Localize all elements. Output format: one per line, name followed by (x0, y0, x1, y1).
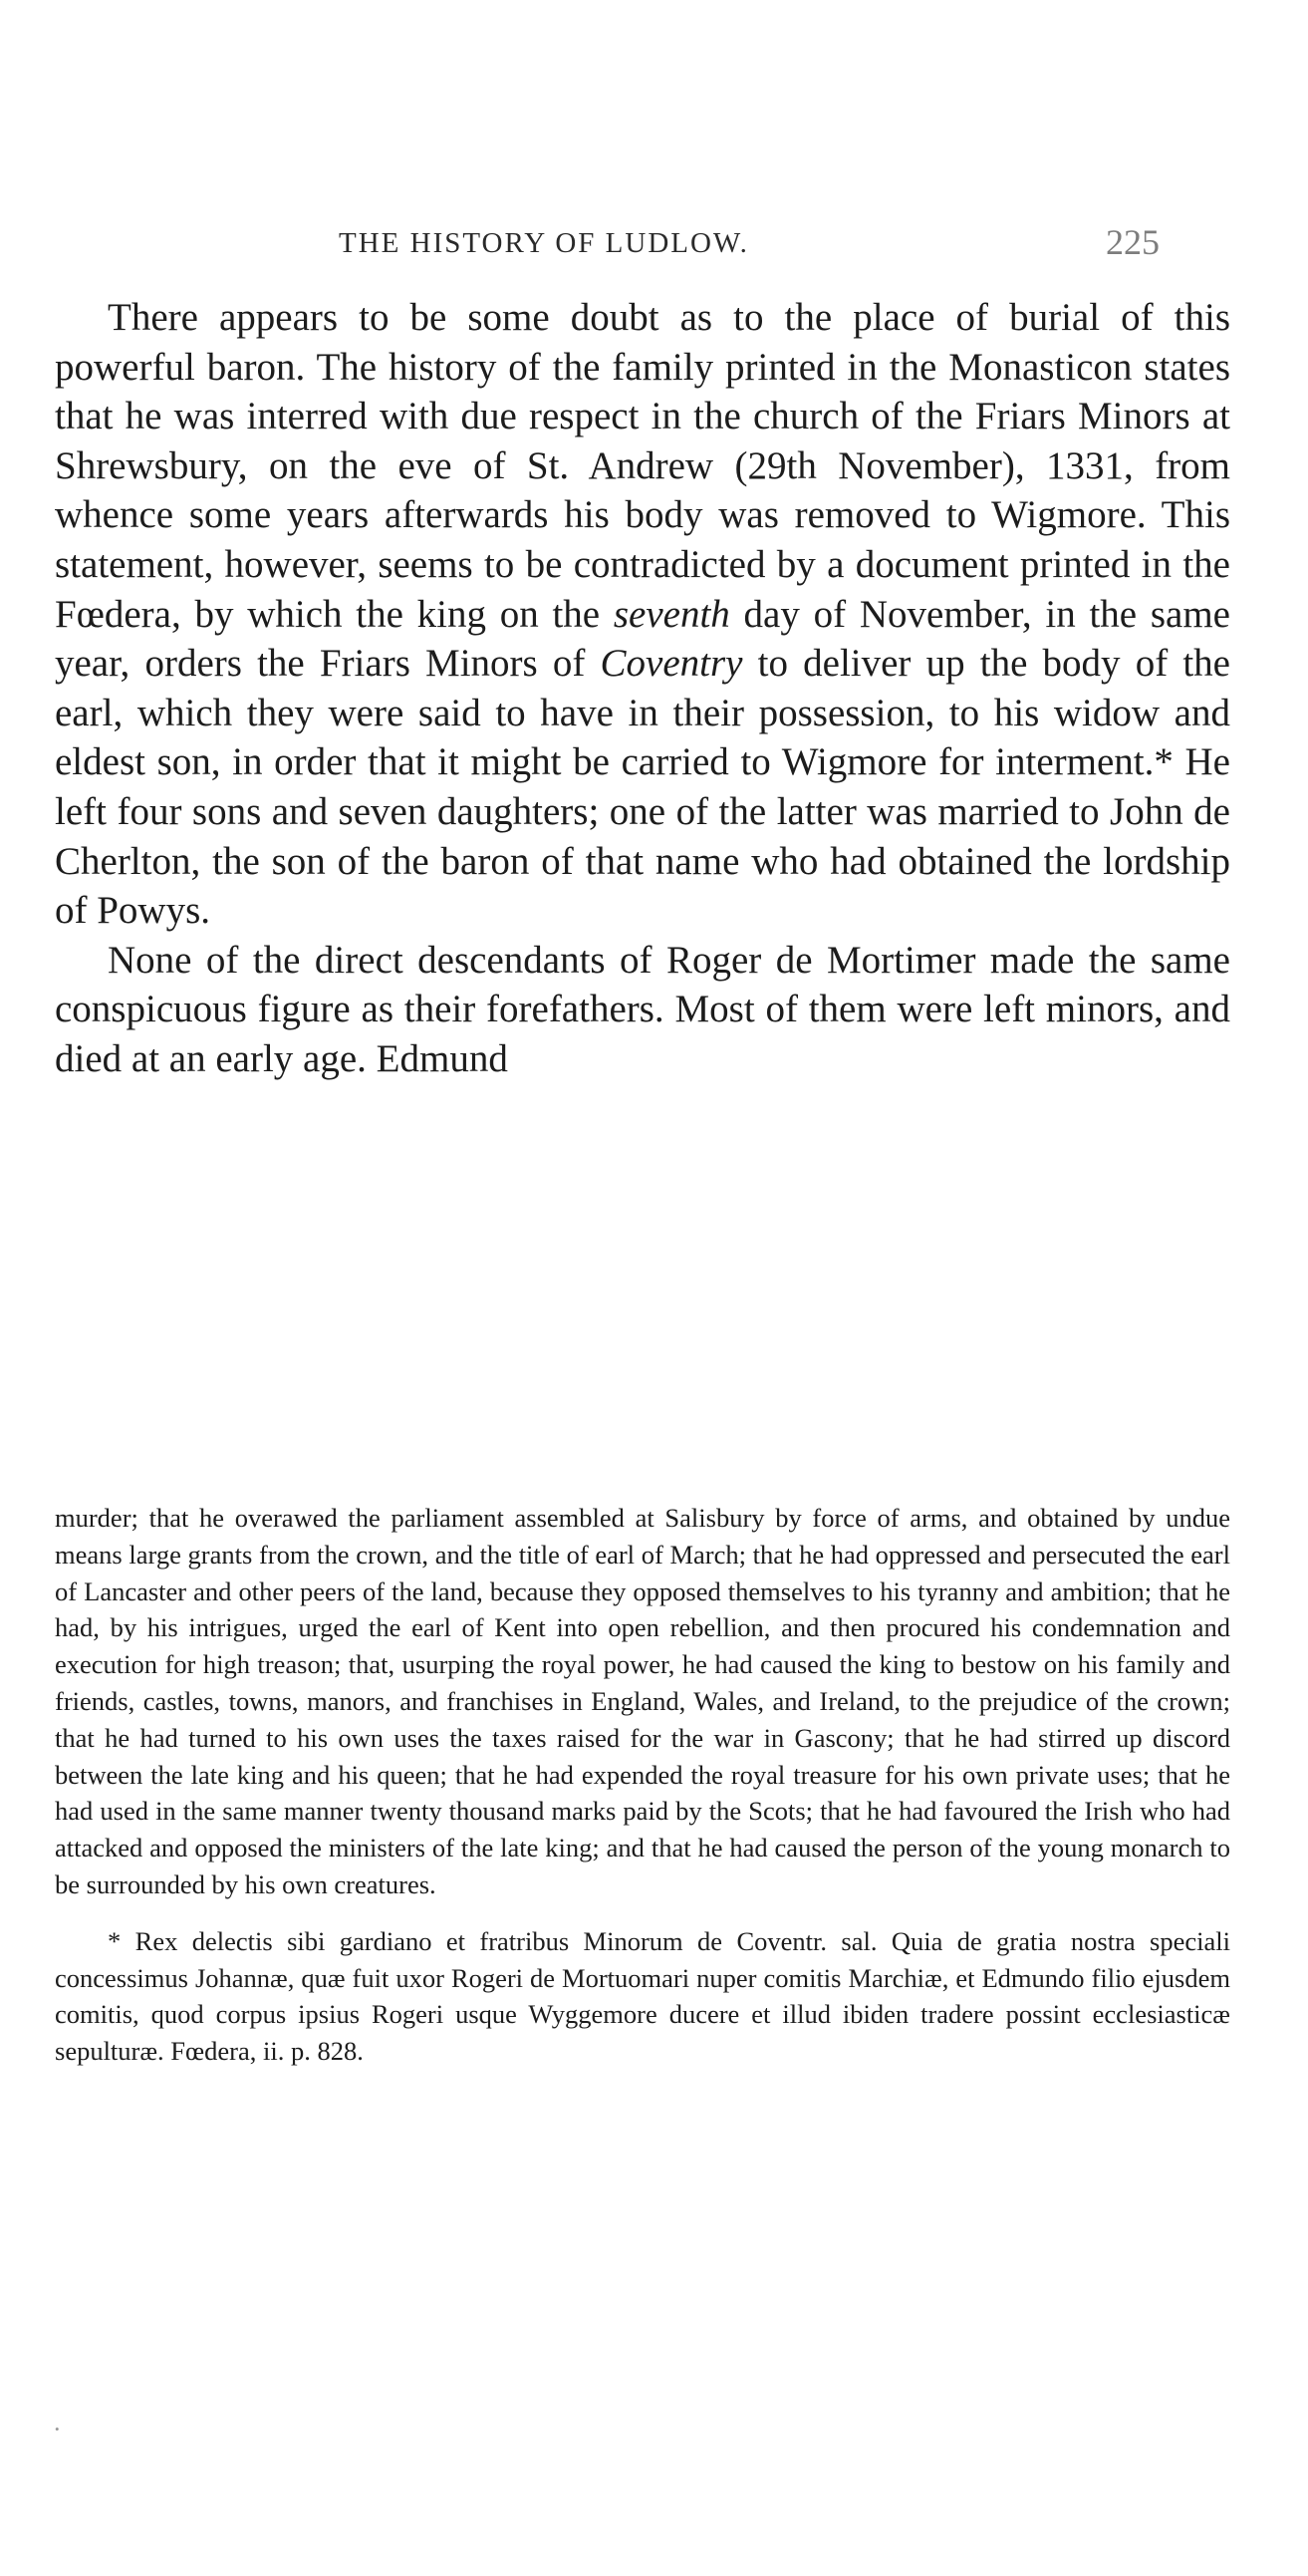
paragraph-burial (55, 293, 1230, 936)
page-header (0, 221, 1308, 271)
main-text (55, 293, 1230, 1084)
emphasis-coventry: Coventry (600, 642, 743, 686)
footnote-continued: murder; that he overawed the parliament assembled at Salisbury by force of arms, and obtained by undue means large grants from the crown, and the title of earl of March; that he had oppressed and persecuted the earl of Lancaster and other peers of the land, because they opposed themselves to his tyranny and ambition; that he had, by his intrigues, urged the earl of Kent into open rebellion, and then procured his condemnation and execution for high treason; that, usurping the royal power, he had caused the king to bestow on his family and friends, castles, towns, manors, and franchises in England, Wales, and Ireland, to the prejudice of the crown; that he had turned to his own uses the taxes raised for the war in Gascony; that he had stirred up discord between the late king and his queen; that he had expended the royal treasure for his own private uses; that he had used in the same manner twenty thousand marks paid by the Scots; that he had favoured the Irish who had attacked and opposed the ministers of the late king; and that he had caused the person of the young monarch to be surrounded by his own creatures. (55, 1503, 1230, 1899)
stray-mark: • (55, 2422, 60, 2436)
page-number: 225 (1106, 222, 1160, 262)
footnotes (55, 1500, 1230, 2070)
emphasis-seventh: seventh (613, 592, 730, 636)
footnote-star: * Rex delectis sibi gardiano et fratribus Minorum de Coventr. sal. Quia de gratia nostra speciali concessimus Johannæ, quæ fuit uxor Rogeri de Mortuomari nuper comitis Marchiæ, et Edmundo filio ejusdem comitis, quod corpus ipsius Rogeri usque Wyggemore ducere et illud ibiden tradere possint ecclesiasticæ sepulturæ. Fœdera, ii. p. 828. (55, 1925, 1230, 2067)
paragraph-burial-text-a: There appears to be some doubt as to the place of burial of this powerful baron. The history of the family printed in the Monasticon states that he was interred with due respect in the church of the Friars Minors at Shrewsbury, on the eve of St. Andrew (29th November), 1331, from whence some years afterwards his body was removed to Wigmore. This statement, however, seems to be contradicted by a document printed in the Fœdera, by which the king on the (55, 296, 1230, 636)
paragraph-descendants: None of the direct descendants of Roger de Mortimer made the same conspicuous figure as their forefathers. Most of them were left minors, and died at an early age. Edmund (55, 938, 1230, 1080)
paragraph-burial-text-b: day of November, in the same year, orders the Friars Minors of (55, 592, 1230, 686)
paragraph-burial-text-c: to deliver up the body of the earl, which they were said to have in their possession, to his widow and eldest son, in order that it might be carried to Wigmore for interment.* He left four sons and seven daughters; one of the latter was married to John de Cherlton, the son of the baron of that name who had obtained the lordship of Powys. (55, 642, 1230, 933)
running-title: THE HISTORY OF LUDLOW. (339, 227, 749, 259)
